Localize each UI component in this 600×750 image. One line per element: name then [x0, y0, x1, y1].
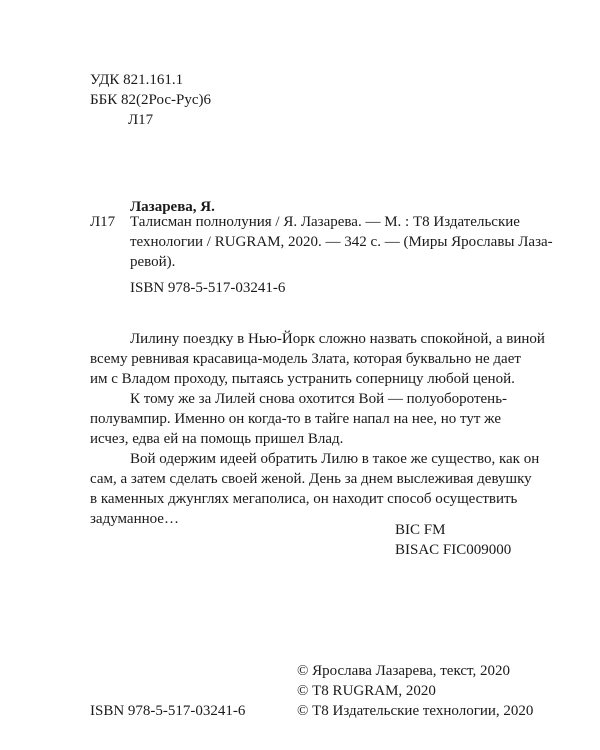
copyright-line: © Т8 RUGRAM, 2020: [297, 683, 436, 699]
bbk-code: ББК 82(2Рос-Рус)6: [90, 92, 211, 108]
bic-code: BIC FM: [395, 522, 446, 538]
bisac-code: BISAC FIC009000: [395, 542, 512, 558]
annotation-line: задуманное…: [90, 511, 179, 527]
subject-codes: [395, 520, 511, 560]
classification-codes: [90, 70, 211, 130]
annotation-line: К тому же за Лилей снова охотится Вой — полуоборотень-: [130, 391, 508, 407]
annotation-line: исчез, едва ей на помощь пришел Влад.: [90, 431, 344, 447]
entry-author-sign: Л17: [90, 214, 116, 230]
author-heading: Лазарева, Я.: [130, 199, 215, 215]
annotation-line: сам, а затем сделать своей женой. День за днем выслеживая девушку: [90, 471, 532, 487]
udk-code: УДК 821.161.1: [90, 72, 184, 88]
annotation: [90, 329, 545, 529]
annotation-line: Вой одержим идеей обратить Лилю в такое же существо, как он: [130, 451, 540, 467]
isbn-footer: ISBN 978-5-517-03241-6: [90, 703, 246, 719]
copyright-line: © Ярослава Лазарева, текст, 2020: [297, 663, 510, 679]
annotation-line: им с Владом проходу, пытаясь устранить соперницу любой ценой.: [90, 371, 515, 387]
author-sign: Л17: [128, 112, 154, 128]
bibliographic-description: [130, 212, 553, 272]
isbn-main: ISBN 978-5-517-03241-6: [130, 280, 286, 296]
annotation-line: в каменных джунглях мегаполиса, он находит способ осуществить: [90, 491, 518, 507]
bibliographic-line: ревой).: [130, 254, 176, 270]
annotation-line: всему ревнивая красавица-модель Злата, которая буквально не дает: [90, 351, 521, 367]
annotation-line: Лилину поездку в Нью-Йорк сложно назвать спокойной, а виной: [130, 331, 545, 347]
bibliographic-line: технологии / RUGRAM, 2020. — 342 с. — (Миры Ярославы Лаза-: [130, 234, 553, 250]
bibliographic-line: Талисман полнолуния / Я. Лазарева. — М. : Т8 Издательские: [130, 214, 520, 230]
copyright-line: © Т8 Издательские технологии, 2020: [297, 703, 534, 719]
copyright-block: [297, 661, 533, 721]
annotation-line: полувампир. Именно он когда-то в тайге напал на нее, но тут же: [90, 411, 501, 427]
